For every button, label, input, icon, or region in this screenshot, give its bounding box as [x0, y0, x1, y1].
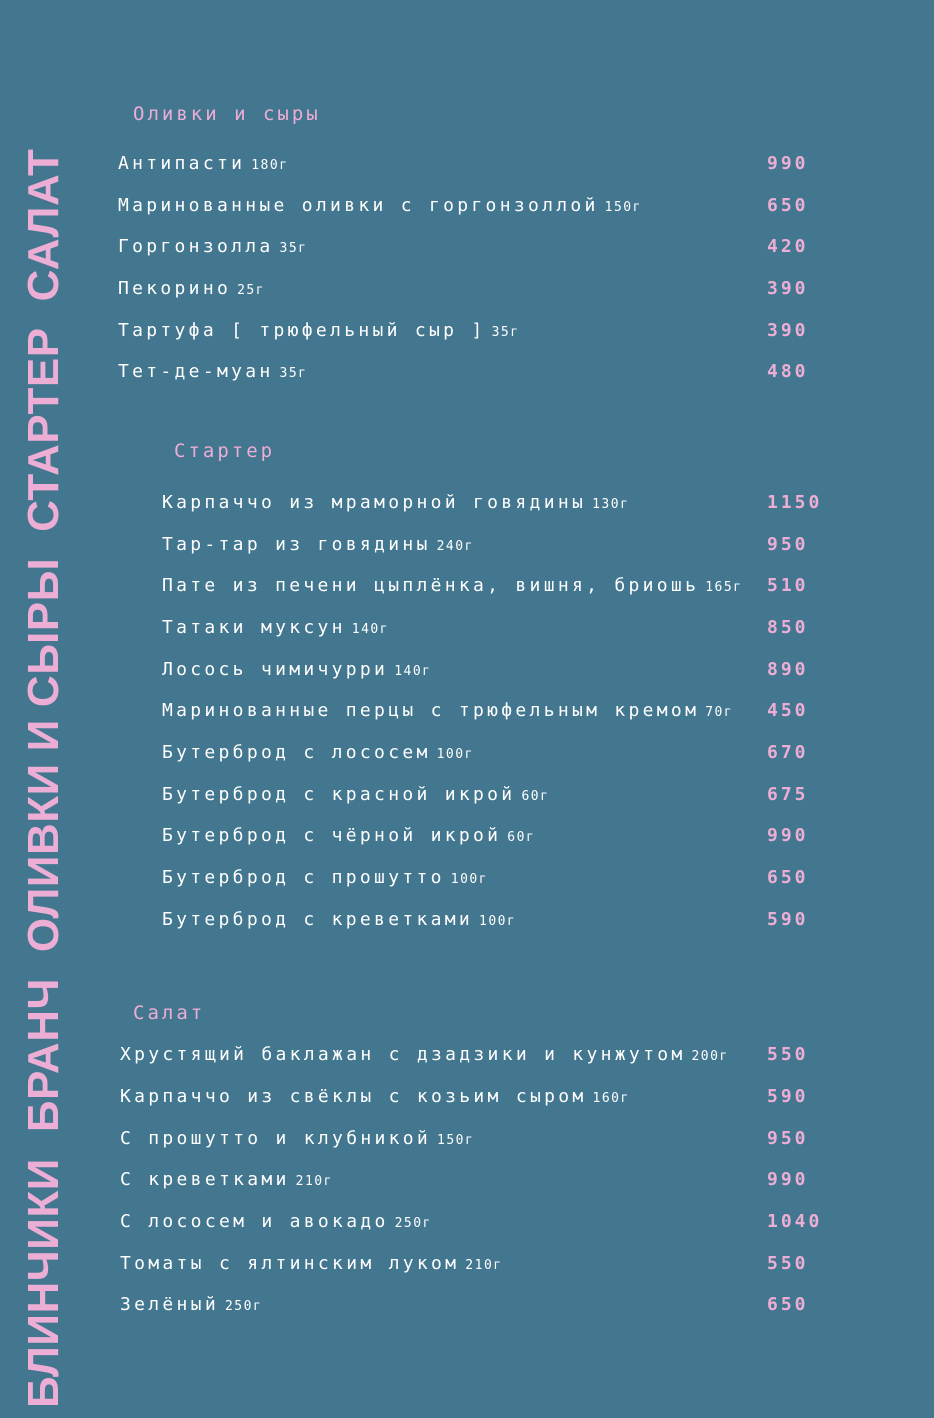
item-weight: 165г	[705, 580, 743, 595]
menu-item	[162, 785, 549, 807]
item-price: 510	[767, 575, 809, 596]
menu-item	[162, 868, 488, 890]
section-title-olives-cheeses: Оливки и сыры	[133, 103, 321, 125]
item-price: 390	[767, 320, 809, 341]
menu-item	[162, 743, 474, 765]
item-name: Тартуфа [ трюфельный сыр ]	[118, 320, 486, 341]
item-name: Пате из печени цыплёнка, вишня, бриошь	[162, 575, 700, 596]
menu-item	[118, 362, 308, 384]
menu-item	[162, 535, 474, 557]
item-weight: 250г	[394, 1216, 432, 1231]
item-name: Лосось чимичурри	[162, 659, 389, 680]
item-name: Хрустящий баклажан с дзадзики и кунжутом	[120, 1044, 686, 1065]
menu-item	[120, 1045, 729, 1067]
item-price: 670	[767, 742, 809, 763]
item-weight: 150г	[604, 200, 642, 215]
item-price: 650	[767, 195, 809, 216]
item-name: Бутерброд с красной икрой	[162, 784, 516, 805]
item-name: Бутерброд с чёрной икрой	[162, 825, 502, 846]
item-name: Маринованные оливки с горгонзоллой	[118, 195, 599, 216]
nav-item-starter[interactable]: СТАРТЕР	[19, 327, 68, 532]
item-weight: 140г	[394, 664, 432, 679]
menu-item	[120, 1087, 630, 1109]
menu-item	[118, 279, 265, 301]
item-name: С лососем и авокадо	[120, 1211, 389, 1232]
section-title-salad: Салат	[133, 1002, 206, 1024]
item-price: 950	[767, 534, 809, 555]
menu-item	[162, 701, 733, 723]
menu-item	[120, 1170, 333, 1192]
item-name: Зелёный	[120, 1294, 219, 1315]
menu-item	[118, 321, 520, 343]
nav-item-and[interactable]: И	[19, 719, 68, 752]
item-weight: 100г	[436, 747, 474, 762]
item-price: 990	[767, 153, 809, 174]
nav-item-cheeses[interactable]: СЫРЫ	[19, 557, 68, 708]
menu-item	[162, 576, 743, 598]
item-price: 990	[767, 1169, 809, 1190]
item-weight: 100г	[450, 872, 489, 887]
item-price: 990	[767, 825, 809, 846]
item-price: 650	[767, 1294, 809, 1315]
menu-item	[162, 910, 516, 932]
item-weight: 35г	[279, 241, 308, 256]
section-title-starter: Стартер	[174, 440, 276, 462]
menu-item	[120, 1295, 262, 1317]
menu-item	[118, 196, 642, 218]
item-name: Пекорино	[118, 278, 232, 299]
item-weight: 70г	[705, 705, 734, 720]
item-weight: 180г	[251, 158, 289, 173]
side-category-nav	[19, 58, 68, 1408]
menu-item	[162, 826, 535, 848]
item-price: 1040	[767, 1211, 823, 1232]
item-weight: 130г	[592, 497, 630, 512]
item-price: 890	[767, 659, 809, 680]
item-price: 850	[767, 617, 809, 638]
item-name: С прошутто и клубникой	[120, 1128, 432, 1149]
item-price: 450	[767, 700, 809, 721]
item-price: 650	[767, 867, 809, 888]
item-price: 590	[767, 1086, 809, 1107]
item-weight: 100г	[479, 914, 517, 929]
item-weight: 210г	[295, 1174, 333, 1189]
item-price: 480	[767, 361, 809, 382]
item-price: 675	[767, 784, 809, 805]
nav-item-brunch[interactable]: БРАНЧ	[19, 978, 68, 1133]
item-weight: 60г	[521, 789, 550, 804]
item-name: С креветками	[120, 1169, 290, 1190]
item-name: Карпаччо из мраморной говядины	[162, 492, 587, 513]
item-price: 390	[767, 278, 809, 299]
item-name: Тет-де-муан	[118, 361, 274, 382]
item-weight: 150г	[437, 1133, 475, 1148]
item-weight: 35г	[491, 325, 520, 340]
menu-item	[120, 1254, 503, 1276]
menu-item	[162, 618, 389, 640]
item-weight: 60г	[507, 830, 536, 845]
item-price: 590	[767, 909, 809, 930]
item-name: Томаты с ялтинским луком	[120, 1253, 460, 1274]
menu-item	[120, 1129, 474, 1151]
item-weight: 35г	[279, 366, 308, 381]
item-weight: 25г	[237, 283, 266, 298]
nav-item-olives[interactable]: ОЛИВКИ	[19, 763, 68, 953]
item-name: Карпаччо из свёклы с козьим сыром	[120, 1086, 587, 1107]
item-price: 550	[767, 1253, 809, 1274]
item-weight: 160г	[592, 1091, 630, 1106]
item-name: Бутерброд с креветками	[162, 909, 474, 930]
menu-item	[162, 493, 629, 515]
menu-item	[162, 660, 432, 682]
item-weight: 140г	[351, 622, 390, 637]
item-price: 950	[767, 1128, 809, 1149]
menu-item	[120, 1212, 432, 1234]
nav-item-salad[interactable]: САЛАТ	[19, 148, 68, 302]
menu-item	[118, 237, 308, 259]
item-weight: 240г	[436, 539, 474, 554]
item-name: Бутерброд с лососем	[162, 742, 431, 763]
item-weight: 210г	[465, 1258, 503, 1273]
item-name: Тар-тар из говядины	[162, 534, 431, 555]
item-name: Антипасти	[118, 153, 246, 174]
item-price: 1150	[767, 492, 823, 513]
item-weight: 200г	[691, 1049, 729, 1064]
menu-item	[118, 154, 289, 176]
item-name: Бутерброд с прошутто	[162, 867, 445, 888]
item-name: Маринованные перцы с трюфельным кремом	[162, 700, 700, 721]
nav-item-bliny[interactable]: БЛИНЧИКИ	[19, 1158, 68, 1408]
item-name: Горгонзолла	[118, 236, 274, 257]
item-weight: 250г	[224, 1299, 263, 1314]
item-name: Татаки муксун	[162, 617, 346, 638]
item-price: 420	[767, 236, 809, 257]
item-price: 550	[767, 1044, 809, 1065]
